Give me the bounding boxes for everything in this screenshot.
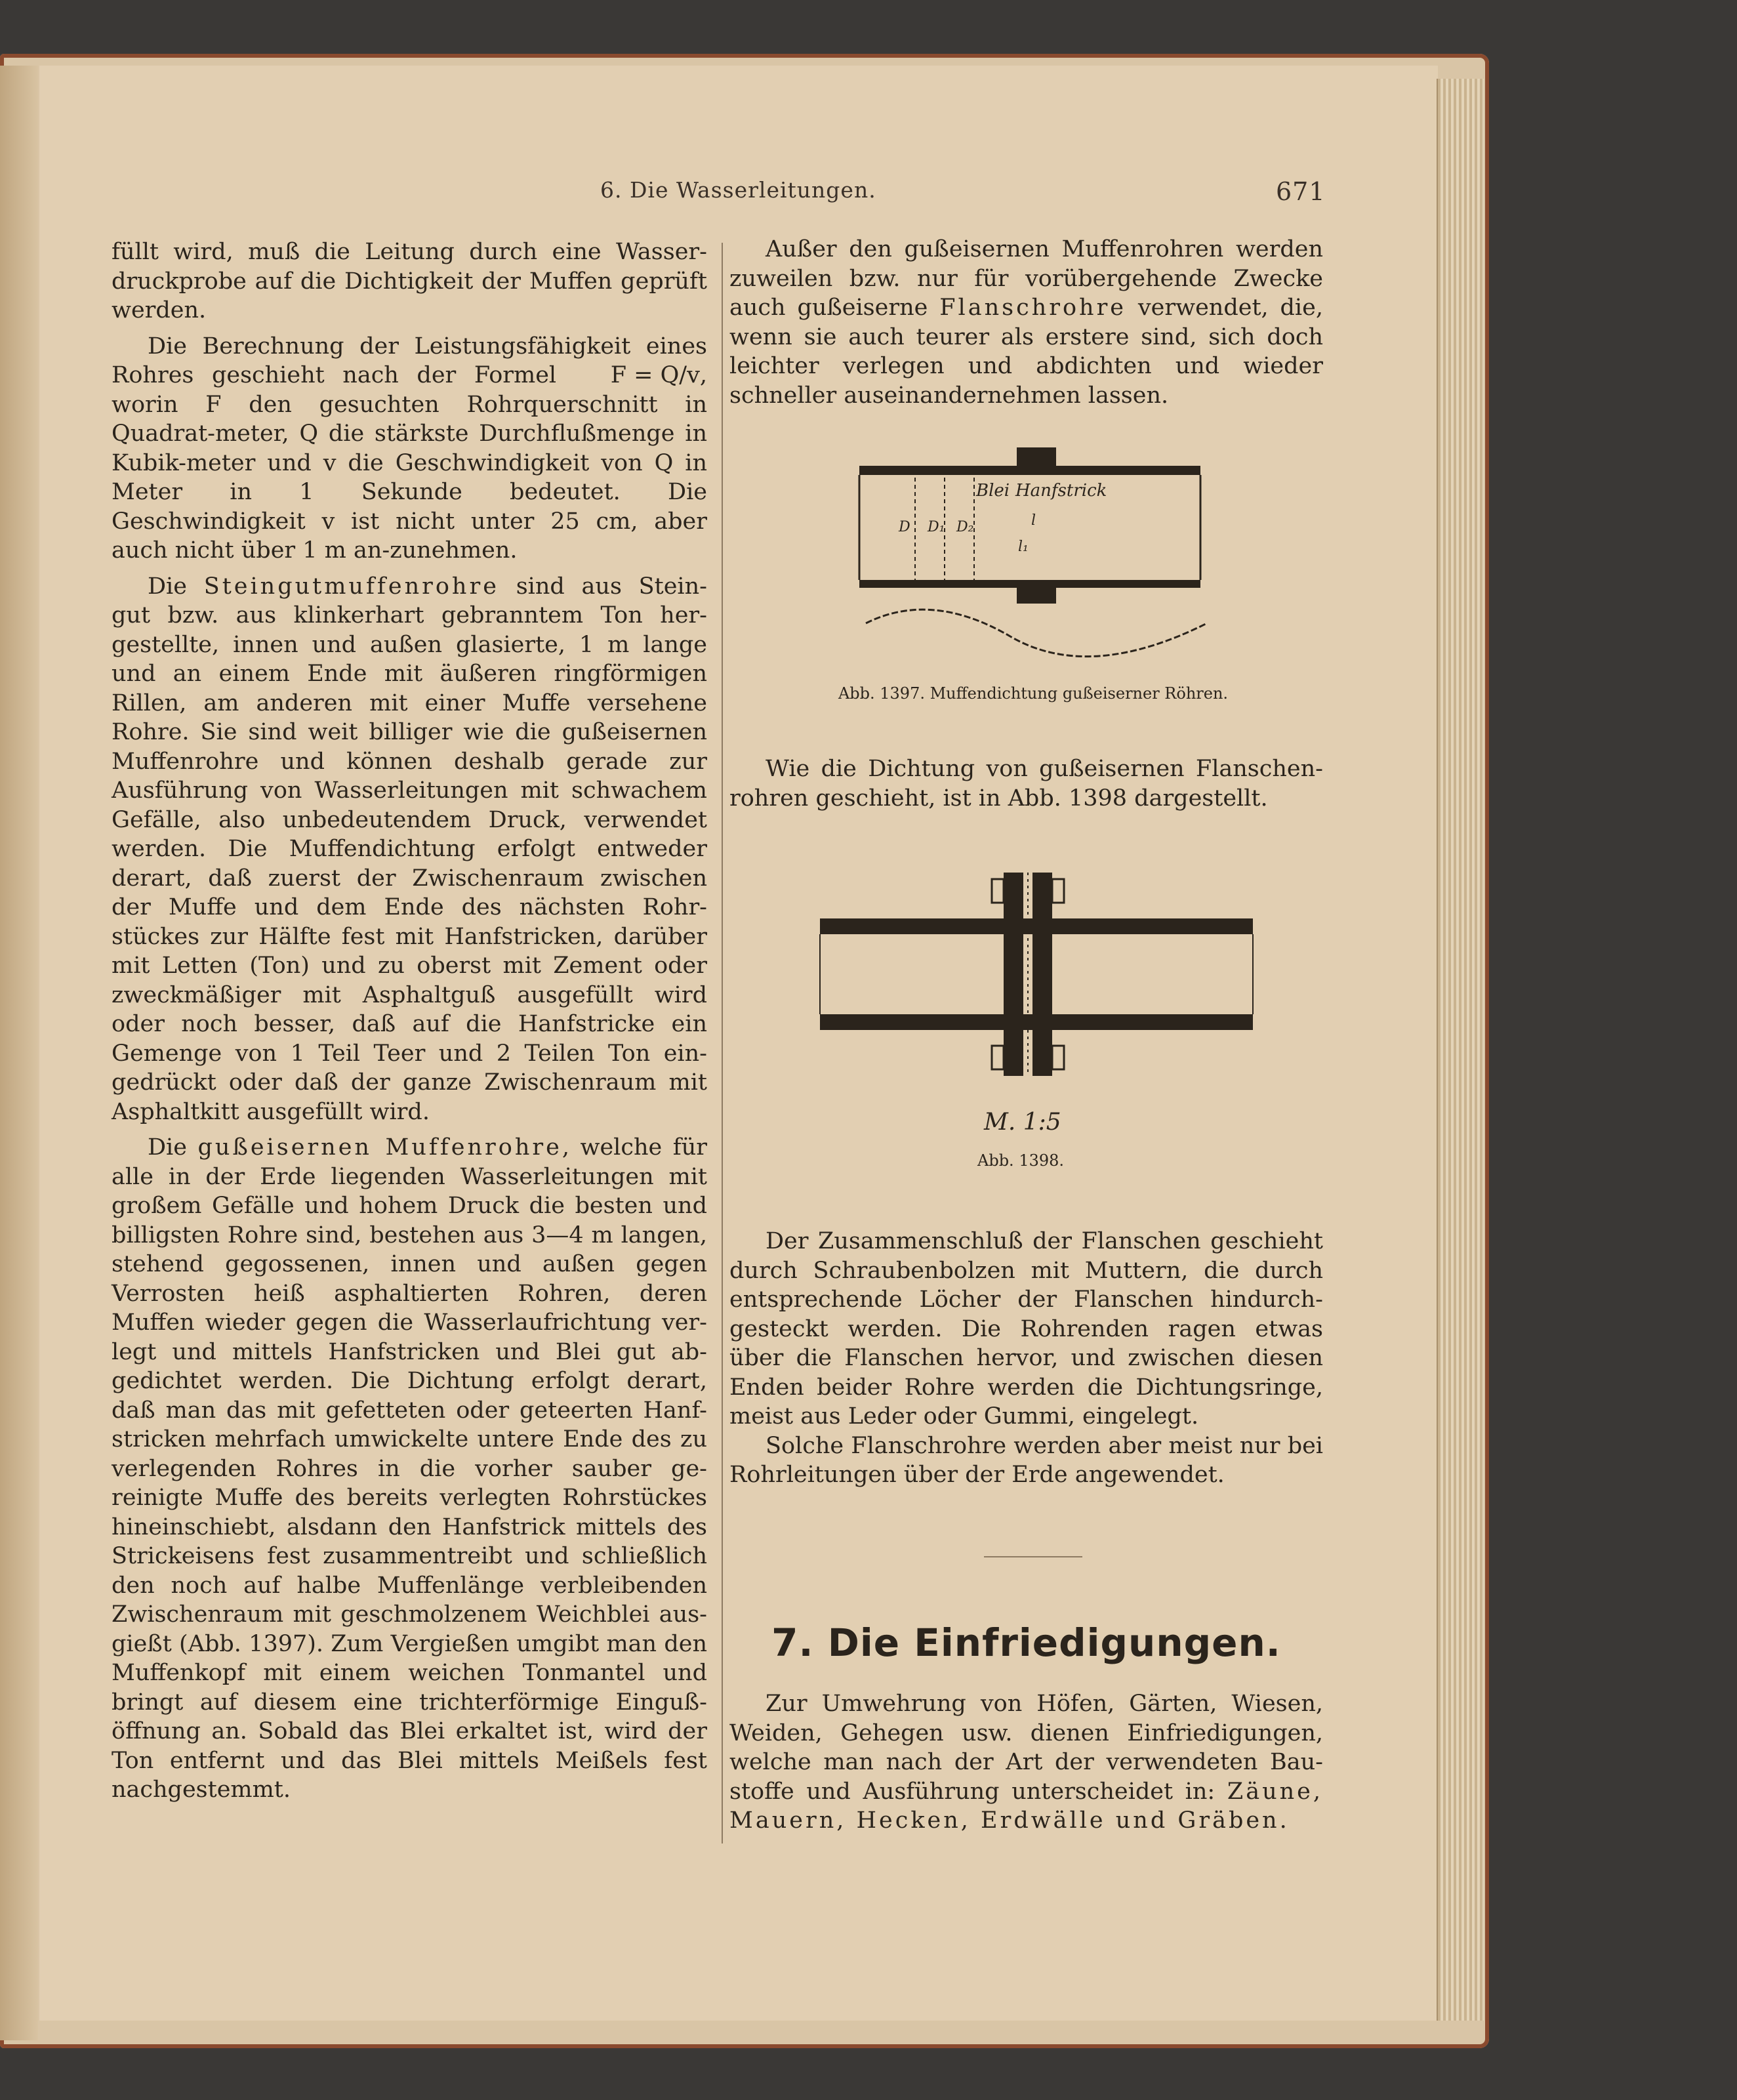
section-heading: 7. Die Einfriedigungen. — [771, 1620, 1281, 1665]
bolt-head-top — [1052, 879, 1064, 903]
paragraph: Solche Flanschrohre werden aber meist nur bei Rohrleitungen über der Erde angewendet. — [729, 1432, 1323, 1488]
ground-hatching — [866, 609, 1207, 656]
running-header: 6. Die Wasserleitungen. — [600, 177, 876, 203]
paragraph: Die Berechnung der Leistungsfähigkeit eines Rohres geschieht nach der Formel F = Q/v, worin F den gesuchten Rohrquerschnitt in Quadrat-meter, Q die stärkste Durchflußmenge in Kubik-meter und v die Geschwindigkeit von Q in Meter in 1 Sekunde bedeutet. Die Geschwindigkeit v ist nicht unter 25 cm, aber auch nicht über 1 m an-zunehmen. — [112, 333, 707, 564]
left-column — [112, 237, 707, 1805]
paragraph: füllt wird, muß die Leitung durch eine Wasser-druckprobe auf die Dichtigkeit der Muffen geprüft werden. — [112, 239, 707, 323]
socket-bottom — [1017, 580, 1056, 604]
figure-1397-muffendichtung — [853, 440, 1220, 676]
page-edges — [1437, 79, 1484, 2021]
label-d1: D₁ — [928, 519, 945, 535]
bolt-nut-top — [992, 879, 1004, 903]
paragraph: Außer den gußeisernen Muffenrohren werden zuweilen bzw. nur für vorübergehende Zwecke auch gußeiserne Flanschrohre verwendet, die, wenn sie auch teurer als erstere sind, sich doch leichter verlegen und abdichten und wieder schneller auseinandernehmen lassen. — [729, 236, 1323, 409]
figure-caption: Abb. 1398. — [977, 1151, 1065, 1170]
paragraph: Die Steingutmuffenrohre sind aus Stein-gut bzw. aus klinkerhart gebranntem Ton her-gestellte, innen und außen glasierte, 1 m lange und an einem Ende mit äußeren ringförmigen Rillen, am anderen mit einer Muffe versehene Rohre. Sie sind weit billiger wie die gußeisernen Muffenrohre und können deshalb gerade zur Ausführung von Wasserleitungen mit schwachem Gefälle, also unbedeutendem Druck, verwendet werden. Die Muffendichtung erfolgt entweder derart, daß zuerst der Zwischenraum zwischen der Muffe und dem Ende des nächsten Rohr-stückes zur Hälfte fest mit Hanfstricken, darüber mit Letten (Ton) und zu oberst mit Zement oder zweckmäßiger mit Asphaltguß ausgefüllt wird oder noch besser, daß auf die Hanfstricke ein Gemenge von 1 Teil Teer und 2 Teilen Ton ein-gedrückt oder daß der ganze Zwischenraum mit Asphaltkitt ausgefüllt wird. — [112, 573, 707, 1125]
formula: F = Q/v — [610, 362, 700, 388]
paragraph: Der Zusammenschluß der Flanschen geschieht durch Schraubenbolzen mit Muttern, die durch entsprechende Löcher der Flanschen hindurch-gesteckt werden. Die Rohrenden ragen etwas über die Flanschen hervor, und zwischen diesen Enden beider Rohre werden die Dichtungsringe, meist aus Leder oder Gummi, eingelegt. — [729, 1228, 1323, 1430]
label-l: l — [1031, 512, 1036, 529]
label-blei: Blei — [976, 481, 1010, 501]
label-hanfstrick: Hanfstrick — [1015, 481, 1107, 501]
left-page-edge — [0, 66, 38, 2040]
section-rule — [984, 1556, 1082, 1557]
label-l1: l₁ — [1018, 539, 1029, 555]
right-column-part — [729, 754, 1323, 813]
bolt-nut-bottom — [992, 1046, 1004, 1069]
right-column-part — [729, 1227, 1323, 1490]
paragraph: Die gußeisernen Muffenrohre, welche für alle in der Erde liegenden Wasserleitungen mit großem Gefälle und hohem Druck die besten und billigsten Rohre sind, bestehen aus 3—4 m langen, stehend gegossenen, innen und außen gegen Verrosten heiß asphaltierten Rohren, deren Muffen wieder gegen die Wasserlaufrichtung ver-legt und mittels Hanfstricken und Blei gut ab-gedichtet werden. Die Dichtung erfolgt derart, daß man das mit gefetteten oder geteerten Hanf-stricken mehrfach umwickelte untere Ende des zu verlegenden Rohres in die vorher sauber ge-reinigte Muffe des bereits verlegten Rohrstückes hineinschiebt, alsdann den Hanfstrick mittels des Strickeisens fest zusammentreibt und schließlich den noch auf halbe Muffenlänge verbleibenden Zwischenraum mit geschmolzenem Weichblei aus-gießt (Abb. 1397). Zum Vergießen umgibt man den Muffenkopf mit einem weichen Tonmantel und bringt auf diesem eine trichterförmige Einguß-öffnung an. Sobald das Blei erkaltet ist, wird der Ton entfernt und das Blei mittels Meißels fest nachgestemmt. — [112, 1134, 707, 1803]
bolt-head-bottom — [1052, 1046, 1064, 1069]
paragraph: Wie die Dichtung von gußeisernen Flanschen-rohren geschieht, ist in Abb. 1398 dargestellt. — [729, 756, 1323, 812]
label-d2: D₂ — [956, 519, 974, 535]
flange-right — [1032, 873, 1052, 1076]
column-separator — [722, 243, 723, 1843]
right-column — [729, 235, 1323, 410]
label-d: D — [899, 519, 910, 535]
flange-left — [1004, 873, 1023, 1076]
figure-1398-flanschrohr — [813, 859, 1259, 1096]
page-number: 671 — [1276, 177, 1326, 206]
socket-top — [1017, 447, 1056, 474]
figure-caption: Abb. 1397. Muffendichtung gußeiserner Röhren. — [838, 684, 1229, 703]
right-column-part — [729, 1689, 1323, 1836]
figure-scale: M. 1:5 — [984, 1109, 1061, 1136]
paragraph: Zur Umwehrung von Höfen, Gärten, Wiesen, Weiden, Gehegen usw. dienen Einfriedigungen, welche man nach der Art der verwendeten Bau-stoffe und Ausführung unterscheidet in: Zäune, Mauern, Hecken, Erdwälle und Gräben. — [729, 1691, 1323, 1834]
